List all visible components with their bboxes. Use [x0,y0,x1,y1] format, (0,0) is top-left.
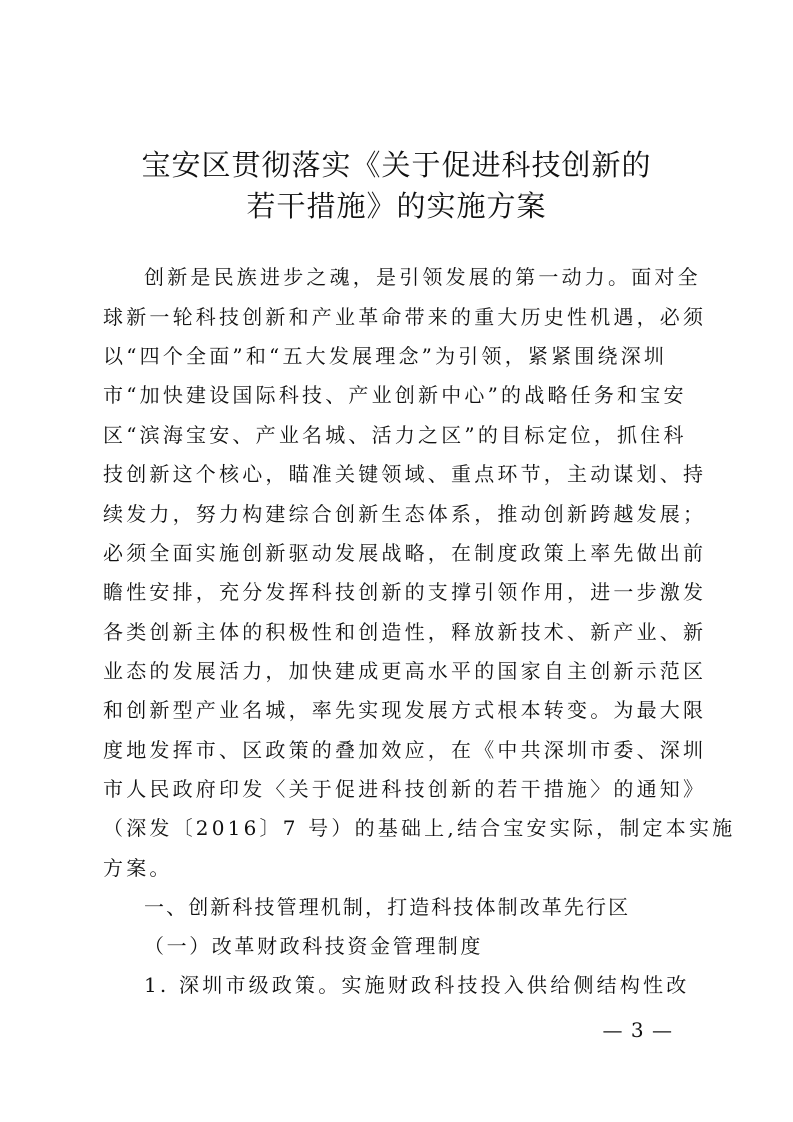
subsection-heading: （一）改革财政科技资金管理制度 [144,934,483,958]
page-number: — 3 — [602,1018,673,1042]
body-line: 技创新这个核心，瞄准关键领域、重点环节，主动谋划、持 [103,462,707,486]
body-line: 和创新型产业名城，率先实现发展方式根本转变。为最大限 [103,698,707,722]
body-line: 创新是民族进步之魂，是引领发展的第一动力。面对全 [144,265,701,289]
body-line: （深发〔2016〕7 号）的基础上,结合宝安实际，制定本实施 [103,816,736,840]
body-line: 度地发挥市、区政策的叠加效应，在《中共深圳市委、深圳 [103,738,707,762]
body-line: 市人民政府印发〈关于促进科技创新的若干措施〉的通知》 [103,777,707,801]
body-line: 瞻性安排，充分发挥科技创新的支撑引领作用，进一步激发 [103,580,707,604]
body-line: 必须全面实施创新驱动发展战略，在制度政策上率先做出前 [103,541,707,565]
item-text: 1. 深圳市级政策。实施财政科技投入供给侧结构性改 [144,973,690,997]
body-line: 区“滨海宝安、产业名城、活力之区”的目标定位，抓住科 [103,423,687,447]
body-line: 续发力，努力构建综合创新生态体系，推动创新跨越发展； [103,502,707,526]
body-line: 业态的发展活力，加快建成更高水平的国家自主创新示范区 [103,659,707,683]
section-heading: 一、创新科技管理机制，打造科技体制改革先行区 [144,895,631,919]
body-line: 以“四个全面”和“五大发展理念”为引领，紧紧围绕深圳 [103,344,668,368]
body-line: 球新一轮科技创新和产业革命带来的重大历史性机遇，必须 [103,305,707,329]
body-line: 各类创新主体的积极性和创造性，释放新技术、新产业、新 [103,620,707,644]
document-title-line-1: 宝安区贯彻落实《关于促进科技创新的 [141,148,652,182]
body-line: 方案。 [103,856,173,880]
document-title-line-2: 若干措施》的实施方案 [246,189,547,223]
body-line: 市“加快建设国际科技、产业创新中心”的战略任务和宝安 [103,383,687,407]
